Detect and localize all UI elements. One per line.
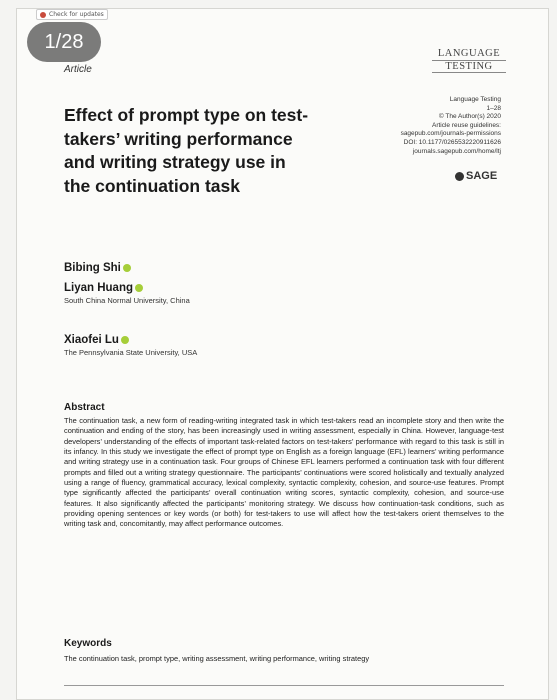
orcid-icon[interactable] <box>121 336 129 344</box>
author-name: Bibing Shi <box>64 262 121 274</box>
publication-info <box>352 96 501 156</box>
orcid-icon[interactable] <box>135 284 143 292</box>
orcid-icon[interactable] <box>123 264 131 272</box>
author-1 <box>64 262 131 274</box>
author-3 <box>64 334 197 357</box>
check-for-updates-icon <box>40 12 46 18</box>
article-type-label: Article <box>64 64 92 75</box>
publisher-name: SAGE <box>466 170 498 182</box>
journal-logo <box>432 48 506 73</box>
author-affiliation: The Pennsylvania State University, USA <box>64 348 198 357</box>
author-name: Liyan Huang <box>64 282 134 294</box>
author-name: Xiaofei Lu <box>64 334 119 346</box>
keywords-heading: Keywords <box>64 638 112 649</box>
abstract-text: The continuation task, a new form of reading-writing integrated task in which test-takers read an incomplete story and then write the continuation and ending of the story, has been increasingly used in writing assessment, especially in China. However, language-test developers’ understanding of the effects of important task-related factors on test-takers’ performance with regard to this task is still in its infancy. In this study we investigate the effect of prompt type on English as a foreign language (EFL) learners’ writing performance and writing strategy use in a continuation task. Four groups of Chinese EFL learners performed a continuation task with four different prompts and filled out a writing strategy questionnaire. The participants’ continuations were scored holistically and textually analyzed using a range of fluency, grammatical accuracy, lexical complexity, syntactic complexity, cohesion, and source-use features. Prompt type significantly affected the participants’ overall continuation writing scores, syntactic complexity, cohesion, and source-use features. It also significantly affected the participants’ monitoring strategy. We discuss how continuation-task conditions, such as providing opening sentences or key words (or both) for test-takers to use will affect how the test-takers orient themselves to the writing task and, concomitantly, may affect performance outcomes. <box>64 416 504 529</box>
pubinfo-permissions-link[interactable]: sagepub.com/journals-permissions <box>400 130 501 138</box>
page-counter: 1/28 <box>27 22 101 62</box>
journal-logo-line2: TESTING <box>432 60 506 73</box>
paper-title: Effect of prompt type on test-takers’ writing performance and writing strategy use in the continuation task <box>64 105 309 196</box>
keywords-text: The continuation task, prompt type, writing assessment, writing performance, writing strategy <box>64 654 370 663</box>
pubinfo-copyright: © The Author(s) 2020 <box>438 113 501 121</box>
author-affiliation: South China Normal University, China <box>64 296 190 305</box>
pubinfo-doi[interactable]: DOI: 10.1177/0265532220911626 <box>403 138 501 146</box>
divider <box>64 685 504 686</box>
abstract-heading: Abstract <box>64 402 105 413</box>
journal-logo-line1: LANGUAGE <box>437 48 501 59</box>
pubinfo-reuse: Article reuse guidelines: <box>431 121 501 129</box>
check-for-updates-label: Check for updates <box>49 11 104 18</box>
pubinfo-pages: 1–28 <box>486 104 501 112</box>
check-for-updates-button[interactable] <box>36 9 108 20</box>
pubinfo-journal-link[interactable]: journals.sagepub.com/home/ltj <box>412 147 501 155</box>
sage-icon <box>455 172 464 181</box>
publisher-logo <box>455 170 497 182</box>
author-2 <box>64 282 190 305</box>
pubinfo-journal: Language Testing <box>449 96 501 103</box>
